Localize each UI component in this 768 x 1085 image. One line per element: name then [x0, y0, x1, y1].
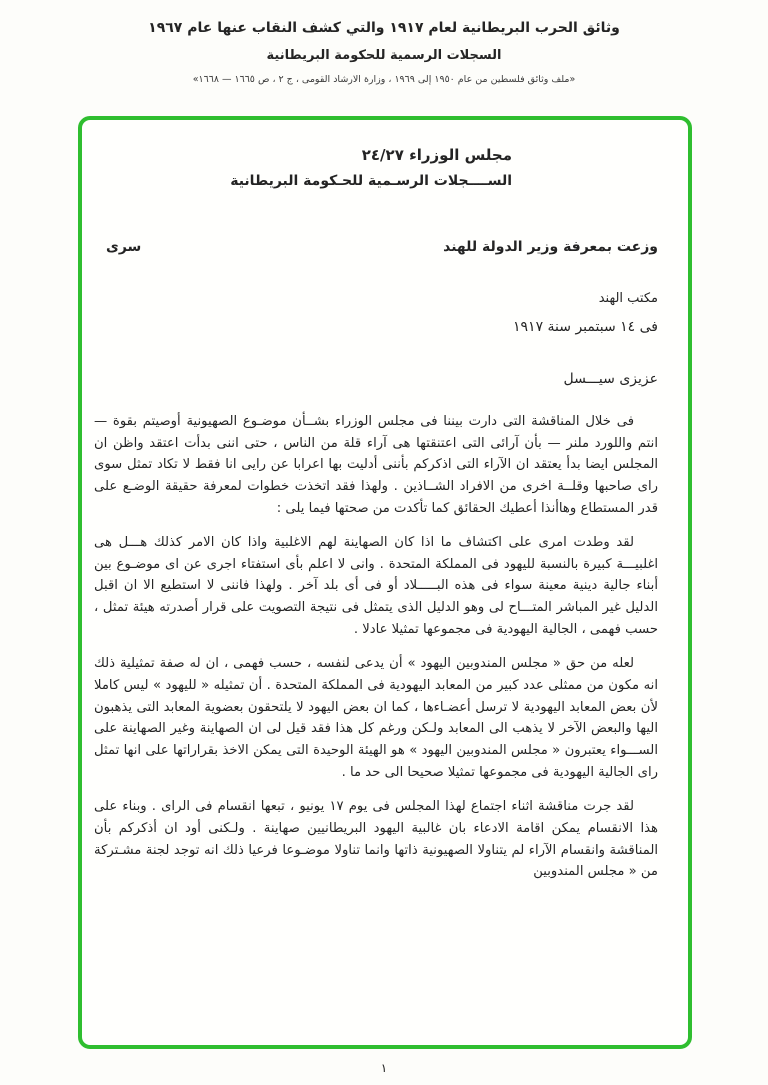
paragraph: لقد جرت مناقشة اثناء اجتماع لهذا المجلس فى يوم ١٧ يونيو ، تبعها انقسام فى الراى . وبناء على هذا الانقسام يمكن اقامة الادعاء بان غالبية اليهود البريطانيين صهاينة . ولـكنى أود ان أذكركم بأن المناقشة وانقسام الآراء لم يتناولا الصهيونية ذاتها وانما تناولا موضـوعا فرعيا ذلك انه توجد لجنة مشـتركة من « مجلس المندوبين — [94, 799, 658, 880]
paragraph: لقد وطدت امرى على اكتشاف ما اذا كان الصهاينة لهم الاغلبية واذا كان الامر كذلك هـــل هى اغلبيـــة كبيرة بالنسبة لليهود فى المملكة المتحدة . وانى لا اعلم بأى استفتاء اجرى عن اى موضـوع بين أبناء جالية دينية معينة سواء فى هذه البـــــلاد أو فى أى بلد آخر . ولهذا فاننى لا استطيع الا ان اقبل الدليل غير المباشر المتـــاح لى وهو الدليل الذى يتمثل فى نتيجة التصويت على قرار أصدرته هيئة تمثل ، حسب فهمى ، الجالية اليهودية فى مجموعها تمثيلا عادلا . — [94, 535, 658, 637]
office-label: مكتب الهند — [598, 291, 658, 306]
page-number: ١ — [380, 1061, 388, 1075]
letter-body — [94, 411, 658, 883]
date-line: فى ١٤ سبتمبر سنة ١٩١٧ — [513, 319, 658, 335]
header-subtitle: السجلات الرسمية للحكومة البريطانية — [266, 48, 502, 63]
document-heading — [94, 146, 512, 189]
document-content — [82, 120, 688, 1045]
document-frame — [78, 116, 692, 1049]
header-title: وثائق الحرب البريطانية لعام ١٩١٧ والتي كشف النقاب عنها عام ١٩٦٧ — [148, 20, 620, 36]
header-source-line: «ملف وثائق فلسطين من عام ١٩٥٠ إلى ١٩٦٩ ، وزارة الارشاد القومى ، ج ٢ ، ص ١٦٦٥ — ١٦٦٨» — [192, 74, 576, 85]
distribution-note: وزعت بمعرفة وزير الدولة للهند — [443, 239, 658, 255]
paragraph: فى خلال المناقشة التى دارت بيننا فى مجلس الوزراء بشــأن موضـوع الصهيونية أوصيتم بقوة — انتم واللورد ملنر — بأن آرائى التى اعتنقتها هى آراء قلة من الناس ، حتى اننى بدأت اعتقد واظن ان المجلس ايضا بدأ يعتقد ان الآراء التى اذكركم بأننى أدليت بها اعرابا عن رايى انا فقط لا تكاد تمثل سوى راى صاحبها وقلــة اخرى من الافراد الشــاذين . ولهذا فقد اتخذت خطوات لمعرفة حقيقة الوضـع على قدر المستطاع وهاأنذا أعطيك الحقائق كما تأكدت من صحتها فيما يلى : — [94, 414, 658, 516]
salutation: عزيزى سيـــسل — [563, 371, 658, 387]
page-footer — [0, 1061, 768, 1075]
council-title: مجلس الوزراء ٢٤/٢٧ — [361, 146, 512, 164]
paragraph: لعله من حق « مجلس المندوبين اليهود » أن يدعى لنفسه ، حسب فهمى ، ان له صفة تمثيلية ذلك انه مكون من ممثلى عدد كبير من المعابد اليهودية فى المملكة المتحدة . أن تمثيله « لليهود » ليس كاملا لأن بعض المعابد اليهودية لا ترسل أعضـاءها ، كما ان بعض اليهود لا يلتحقون بعضوية المعابد التى يذهبون اليها والبعض الآخر لا يذهب الى المعابد ولـكن ورغم كل هذا فقد قيل لى ان الصهاينة وغير الصهاينة على الســـواء يعتبرون « مجلس المندوبين اليهود » هو الهيئة الوحيدة التى يمكن الاخذ بقراراتها على انها تمثل راى الجالية اليهودية فى مجموعها تمثيلا صحيحا الى حد ما . — [94, 656, 658, 780]
page-header — [0, 0, 768, 85]
distribution-row — [94, 239, 658, 255]
classification-label: سرى — [106, 239, 142, 255]
records-title: الســــجلات الرسـمية للحـكومة البريطانية — [230, 173, 512, 189]
